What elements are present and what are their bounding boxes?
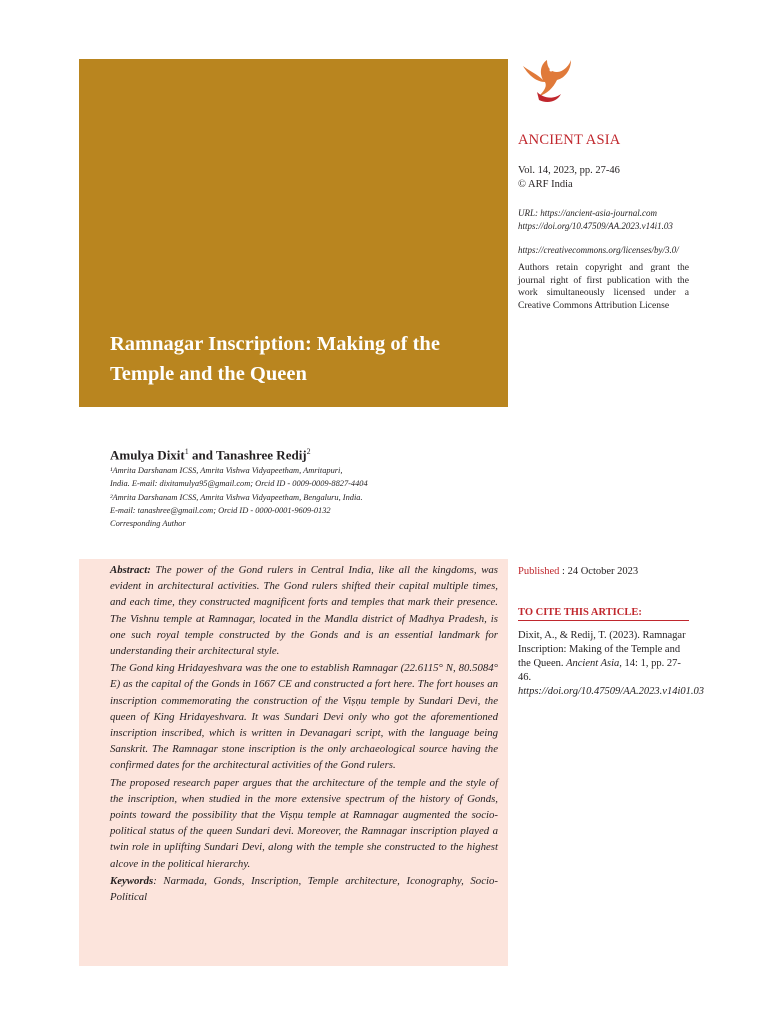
author-1-marker: 1 (184, 447, 189, 456)
affiliations (110, 464, 410, 530)
affiliation-line: ²Amrita Darshanam ICSS, Amrita Vishwa Vidyapeetham, Bengaluru, India. (110, 492, 363, 502)
abstract-paragraph-3: The proposed research paper argues that the architecture of the temple and the style of the inscription, when studied in the more extensive spectrum of the history of Gonds, points toward the possibility that the Viṣṇu temple at Ramnagar augmented the socio-political status of the queen Sundari devi. Moreover, the Ramnagar inscription played a twin role in uplifting Sundari Devi, along with the temple she constructed to the highest alcove in the political hierarchy. (110, 776, 498, 870)
published-date (518, 566, 638, 577)
article-title (110, 329, 500, 389)
abstract-paragraph-1 (110, 562, 498, 659)
abstract-label: Abstract: (110, 564, 151, 576)
title-banner (79, 59, 508, 407)
copyright-info: © ARF India (518, 179, 573, 190)
published-value: 24 October 2023 (567, 566, 639, 577)
bird-logo-icon (517, 58, 573, 104)
journal-name: ANCIENT ASIA (518, 132, 621, 148)
keywords-paragraph (110, 873, 498, 905)
license-statement: Authors retain copyright and grant the journal right of first publication with the work simultaneously licensed under a Creative Commons Attribution License (518, 262, 689, 311)
citation-issue: 14: 1, pp. 27-46. (518, 658, 681, 683)
volume-info: Vol. 14, 2023, pp. 27-46 (518, 165, 620, 176)
keywords-list: : Narmada, Gonds, Inscription, Temple architecture, Iconography, Socio-Political (110, 874, 498, 904)
published-separator: : (559, 566, 568, 577)
abstract-paragraph-2: The Gond king Hridayeshvara was the one to establish Ramnagar (22.6115° N, 80.5084° E) as the capital of the Gonds in 1667 CE and constructed a fort here. The fort houses an inscription commemorating the construction of the Viṣṇu temple by Sundari Devi, the queen of King Hridayeshvara. It was Sundari Devi only who got the aforementioned inscription inscribed, which is written in Devanagari script, with the language being Sanskrit. The Ramnagar stone inscription is the only archaeological source having the confirmed dates for the architectural activities of the Gond rulers. (110, 662, 498, 772)
abstract-content (110, 562, 498, 906)
author-line (110, 447, 311, 463)
license-url[interactable]: https://creativecommons.org/licenses/by/3.0/ (518, 245, 679, 255)
author-2-name: Tanashree Redij (215, 447, 307, 463)
journal-url[interactable]: URL: https://ancient-asia-journal.com (518, 208, 657, 218)
corresponding-author-note: Corresponding Author (110, 519, 186, 529)
affiliation-line: ¹Amrita Darshanam ICSS, Amrita Vishwa Vidyapeetham, Amritapuri, (110, 466, 343, 475)
keywords-label: Keywords (110, 874, 154, 887)
abstract-text-1: The power of the Gond rulers in Central India, like all the kingdoms, was evident in architectural activities. The Gond rulers shifted their capital multiple times, and each time, they constructed magnificent forts and temples that mark their presence. The Vishnu temple at Ramnagar, located in the Mandla district of Madhya Pradesh, is one such royal temple constructed by the Gonds and is an essential landmark for understanding their architectural style. (110, 564, 498, 658)
affiliation-line: India. E-mail: dixitamulya95@gmail.com; Orcid ID - 0009-0009-8827-4404 (110, 479, 368, 489)
author-2-marker: 2 (306, 447, 311, 456)
citation-doi-link[interactable]: https://doi.org/10.47509/AA.2023.v14i01.03 (518, 686, 704, 697)
affiliation-line: E-mail: tanashree@gmail.com; Orcid ID - 0000-0001-9609-0132 (110, 505, 331, 515)
citation (518, 629, 704, 699)
cite-heading: TO CITE THIS ARTICLE: (518, 607, 689, 621)
citation-journal: Ancient Asia, (566, 658, 622, 669)
author-connector: and (188, 447, 216, 463)
journal-doi-link[interactable]: https://doi.org/10.47509/AA.2023.v14i1.03 (518, 221, 673, 231)
article-title-line-1: Ramnagar Inscription: Making of the (110, 333, 440, 355)
article-title-line-2: Temple and the Queen (110, 363, 307, 385)
author-1-name: Amulya Dixit (110, 447, 185, 463)
citation-text: Dixit, A., & Redij, T. (2023). Ramnagar Inscription: Making of the Temple and the Queen. (518, 630, 686, 669)
abstract-box (79, 559, 508, 966)
published-label: Published (518, 566, 560, 577)
